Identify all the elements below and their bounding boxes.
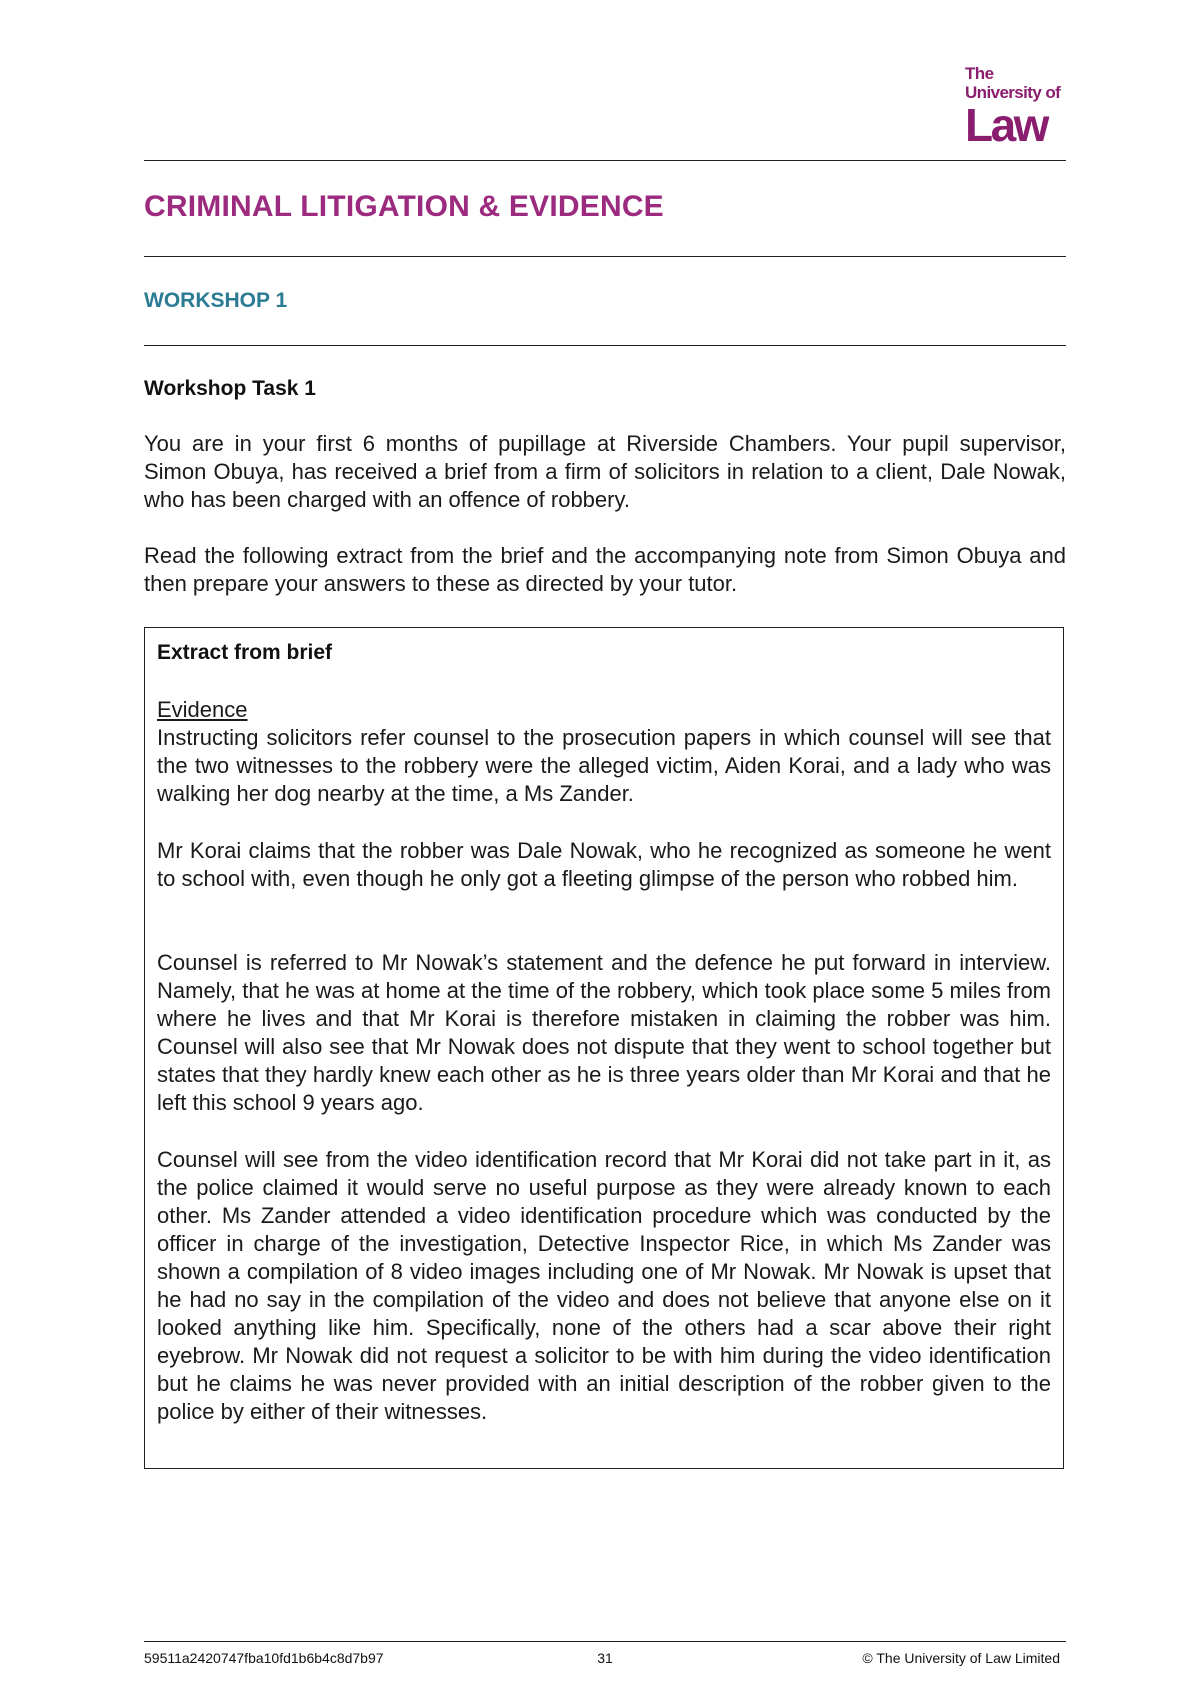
university-logo [965, 64, 1065, 151]
footer-document-id: 59511a2420747fba10fd1b6b4c8d7b97 [144, 1650, 384, 1666]
footer-divider [144, 1641, 1066, 1642]
logo-line-the: The [965, 64, 994, 83]
header-divider-bottom [144, 345, 1066, 346]
extract-paragraph-3: Counsel is referred to Mr Nowak’s statement and the defence he put forward in interview. Namely, that he was at home at the time of the robbery, which took place some 5 miles from where he lives and that Mr Korai is therefore mistaken in claiming the robber was him. Counsel will also see that Mr Nowak does not dispute that they went to school together but states that they hardly knew each other as he is three years older than Mr Korai and that he left this school 9 years ago. [157, 950, 1051, 1115]
extract-heading: Extract from brief [157, 641, 333, 664]
task-heading: Workshop Task 1 [144, 377, 316, 400]
footer-page-number: 31 [597, 1650, 613, 1666]
workshop-label: WORKSHOP 1 [144, 289, 288, 312]
extract-paragraph-4: Counsel will see from the video identification record that Mr Korai did not take part in it, as the police claimed it would serve no useful purpose as they were already known to each other. Ms Zander attended a video identification procedure which was conducted by the officer in charge of the investigation, Detective Inspector Rice, in which Ms Zander was shown a compilation of 8 video images including one of Mr Nowak. Mr Nowak is upset that he had no say in the compilation of the video and does not believe that anyone else on it looked anything like him. Specifically, none of the others had a scar above their right eyebrow. Mr Nowak did not request a solicitor to be with him during the video identification but he claims he was never provided with an initial description of the robber given to the police by either of their witnesses. [157, 1147, 1051, 1424]
logo-line-university: University of [965, 83, 1061, 102]
page-footer [144, 1650, 1066, 1670]
extract-paragraph-1: Instructing solicitors refer counsel to the prosecution papers in which counsel will see that the two witnesses to the robbery were the alleged victim, Aiden Korai, and a lady who was walking her dog nearby at the time, a Ms Zander. [157, 725, 1051, 806]
task-paragraph-2: Read the following extract from the brief and the accompanying note from Simon Obuya and then prepare your answers to these as directed by your tutor. [144, 543, 1066, 596]
document-title: CRIMINAL LITIGATION & EVIDENCE [144, 190, 664, 223]
header-divider-top [144, 160, 1066, 161]
task-paragraph-1: You are in your first 6 months of pupillage at Riverside Chambers. Your pupil supervisor, Simon Obuya, has received a brief from a firm of solicitors in relation to a client, Dale Nowak, who has been charged with an offence of robbery. [144, 431, 1066, 512]
extract-subheading-evidence: Evidence [157, 697, 248, 722]
header-divider-middle [144, 256, 1066, 257]
logo-line-law: Law [965, 99, 1047, 151]
footer-copyright: © The University of Law Limited [862, 1650, 1060, 1666]
extract-paragraph-2: Mr Korai claims that the robber was Dale Nowak, who he recognized as someone he went to school with, even though he only got a fleeting glimpse of the person who robbed him. [157, 838, 1051, 891]
brief-extract-box [144, 627, 1064, 1469]
